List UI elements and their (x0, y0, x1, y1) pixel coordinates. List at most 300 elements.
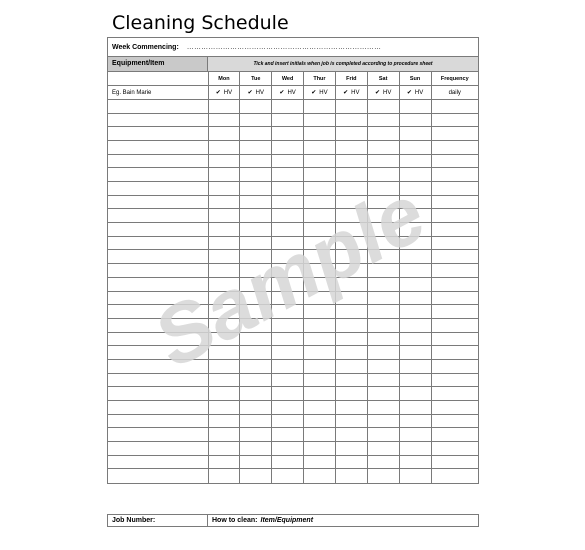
table-row (108, 127, 478, 141)
empty-cell[interactable] (335, 99, 367, 113)
empty-cell[interactable] (272, 277, 304, 291)
empty-cell[interactable] (108, 140, 208, 154)
empty-cell[interactable] (367, 209, 399, 223)
empty-cell[interactable] (240, 332, 272, 346)
empty-cell[interactable] (240, 318, 272, 332)
empty-cell[interactable] (304, 264, 336, 278)
empty-cell[interactable] (108, 277, 208, 291)
initials-text: HV (414, 90, 424, 97)
empty-cell[interactable] (108, 223, 208, 237)
empty-cell[interactable] (272, 195, 304, 209)
empty-cell[interactable] (367, 414, 399, 428)
empty-cell[interactable] (108, 127, 208, 141)
empty-cell[interactable] (240, 223, 272, 237)
empty-cell[interactable] (367, 332, 399, 346)
empty-cell[interactable] (208, 318, 240, 332)
empty-cell[interactable] (399, 168, 431, 182)
empty-cell[interactable] (304, 387, 336, 401)
empty-cell[interactable] (108, 469, 208, 483)
empty-cell[interactable] (304, 414, 336, 428)
empty-cell[interactable] (431, 209, 478, 223)
table-row (108, 455, 478, 469)
empty-cell[interactable] (240, 250, 272, 264)
empty-cell[interactable] (272, 140, 304, 154)
empty-cell[interactable] (272, 99, 304, 113)
empty-cell[interactable] (304, 182, 336, 196)
empty-cell[interactable] (208, 264, 240, 278)
empty-cell[interactable] (272, 442, 304, 456)
empty-cell[interactable] (367, 168, 399, 182)
empty-cell[interactable] (399, 127, 431, 141)
empty-cell[interactable] (399, 264, 431, 278)
empty-cell[interactable] (272, 127, 304, 141)
empty-cell[interactable] (431, 113, 478, 127)
table-row (108, 209, 478, 223)
empty-cell[interactable] (335, 127, 367, 141)
schedule-sheet (107, 37, 479, 484)
week-commencing-field[interactable]: ……………………………………………………………………… (186, 43, 382, 51)
empty-cell[interactable] (208, 455, 240, 469)
empty-cell[interactable] (304, 99, 336, 113)
empty-cell[interactable] (240, 140, 272, 154)
empty-cell[interactable] (399, 236, 431, 250)
day-header-row (108, 72, 478, 86)
empty-cell[interactable] (108, 250, 208, 264)
empty-cell[interactable] (108, 168, 208, 182)
empty-cell[interactable] (304, 332, 336, 346)
empty-cell[interactable] (367, 140, 399, 154)
empty-cell[interactable] (108, 455, 208, 469)
empty-cell[interactable] (367, 154, 399, 168)
empty-cell[interactable] (335, 332, 367, 346)
example-day-cell[interactable] (272, 86, 304, 100)
empty-cell[interactable] (335, 182, 367, 196)
empty-cell[interactable] (335, 291, 367, 305)
empty-cell[interactable] (304, 359, 336, 373)
empty-cell[interactable] (431, 305, 478, 319)
empty-cell[interactable] (335, 414, 367, 428)
example-day-cell[interactable] (304, 86, 336, 100)
footer-row (107, 514, 479, 527)
empty-cell[interactable] (367, 359, 399, 373)
empty-cell[interactable] (399, 387, 431, 401)
empty-cell[interactable] (272, 236, 304, 250)
empty-cell[interactable] (431, 442, 478, 456)
empty-cell[interactable] (367, 127, 399, 141)
empty-cell[interactable] (431, 99, 478, 113)
empty-cell[interactable] (367, 401, 399, 415)
empty-cell[interactable] (272, 209, 304, 223)
table-row (108, 469, 478, 483)
empty-cell[interactable] (399, 195, 431, 209)
empty-cell[interactable] (335, 113, 367, 127)
empty-cell[interactable] (367, 373, 399, 387)
checkmark-icon: ✔ (215, 90, 221, 97)
empty-cell[interactable] (399, 154, 431, 168)
column-header: Tue (240, 72, 272, 86)
empty-cell[interactable] (272, 401, 304, 415)
empty-cell[interactable] (272, 113, 304, 127)
empty-cell[interactable] (367, 236, 399, 250)
empty-cell[interactable] (108, 209, 208, 223)
empty-cell[interactable] (240, 127, 272, 141)
empty-cell[interactable] (367, 305, 399, 319)
empty-cell[interactable] (431, 318, 478, 332)
header-blank-cell (108, 72, 208, 86)
empty-cell[interactable] (304, 223, 336, 237)
empty-cell[interactable] (304, 140, 336, 154)
checkmark-icon: ✔ (406, 90, 412, 97)
empty-cell[interactable] (304, 154, 336, 168)
empty-cell[interactable] (367, 113, 399, 127)
empty-cell[interactable] (304, 373, 336, 387)
empty-cell[interactable] (240, 469, 272, 483)
empty-cell[interactable] (272, 250, 304, 264)
empty-cell[interactable] (240, 264, 272, 278)
empty-cell[interactable] (367, 428, 399, 442)
empty-cell[interactable] (399, 291, 431, 305)
empty-cell[interactable] (431, 455, 478, 469)
empty-cell[interactable] (431, 373, 478, 387)
empty-cell[interactable] (335, 346, 367, 360)
empty-cell[interactable] (240, 305, 272, 319)
empty-cell[interactable] (108, 414, 208, 428)
empty-cell[interactable] (367, 277, 399, 291)
empty-cell[interactable] (304, 469, 336, 483)
empty-cell[interactable] (208, 113, 240, 127)
empty-cell[interactable] (272, 428, 304, 442)
example-day-cell[interactable] (367, 86, 399, 100)
empty-cell[interactable] (431, 414, 478, 428)
empty-cell[interactable] (108, 305, 208, 319)
empty-cell[interactable] (240, 168, 272, 182)
empty-cell[interactable] (367, 291, 399, 305)
empty-cell[interactable] (240, 291, 272, 305)
empty-cell[interactable] (335, 264, 367, 278)
empty-cell[interactable] (208, 154, 240, 168)
empty-cell[interactable] (304, 209, 336, 223)
empty-cell[interactable] (431, 469, 478, 483)
empty-cell[interactable] (399, 455, 431, 469)
empty-cell[interactable] (399, 346, 431, 360)
empty-cell[interactable] (108, 99, 208, 113)
empty-cell[interactable] (272, 168, 304, 182)
empty-cell[interactable] (108, 332, 208, 346)
empty-cell[interactable] (108, 154, 208, 168)
empty-cell[interactable] (240, 209, 272, 223)
empty-cell[interactable] (272, 455, 304, 469)
empty-cell[interactable] (304, 291, 336, 305)
empty-cell[interactable] (240, 442, 272, 456)
empty-cell[interactable] (304, 127, 336, 141)
empty-cell[interactable] (208, 236, 240, 250)
table-row (108, 318, 478, 332)
empty-cell[interactable] (304, 455, 336, 469)
empty-cell[interactable] (272, 332, 304, 346)
empty-cell[interactable] (272, 414, 304, 428)
example-day-cell[interactable] (240, 86, 272, 100)
empty-cell[interactable] (272, 359, 304, 373)
empty-cell[interactable] (208, 332, 240, 346)
empty-cell[interactable] (431, 359, 478, 373)
instruction-text: Tick and insert initials when job is completed according to procedure sheet (208, 57, 478, 71)
empty-cell[interactable] (208, 428, 240, 442)
empty-cell[interactable] (304, 428, 336, 442)
empty-cell[interactable] (431, 195, 478, 209)
empty-cell[interactable] (208, 387, 240, 401)
empty-cell[interactable] (208, 442, 240, 456)
empty-cell[interactable] (208, 291, 240, 305)
table-row (108, 195, 478, 209)
empty-cell[interactable] (240, 455, 272, 469)
column-header: Frid (335, 72, 367, 86)
empty-cell[interactable] (240, 236, 272, 250)
empty-cell[interactable] (335, 442, 367, 456)
empty-cell[interactable] (399, 99, 431, 113)
empty-cell[interactable] (240, 387, 272, 401)
empty-cell[interactable] (304, 250, 336, 264)
empty-cell[interactable] (367, 387, 399, 401)
empty-cell[interactable] (367, 318, 399, 332)
empty-cell[interactable] (108, 346, 208, 360)
empty-cell[interactable] (335, 195, 367, 209)
empty-cell[interactable] (108, 318, 208, 332)
empty-cell[interactable] (208, 414, 240, 428)
example-item[interactable]: Eg. Bain Marie (108, 86, 208, 100)
empty-cell[interactable] (240, 113, 272, 127)
checkmark-icon: ✔ (374, 90, 380, 97)
example-day-cell[interactable] (208, 86, 240, 100)
empty-cell[interactable] (399, 223, 431, 237)
empty-cell[interactable] (240, 359, 272, 373)
empty-cell[interactable] (335, 154, 367, 168)
empty-cell[interactable] (208, 469, 240, 483)
week-commencing-label: Week Commencing: (112, 43, 179, 51)
empty-cell[interactable] (108, 291, 208, 305)
empty-cell[interactable] (335, 401, 367, 415)
table-row (108, 387, 478, 401)
table-row (108, 373, 478, 387)
empty-cell[interactable] (431, 291, 478, 305)
empty-cell[interactable] (431, 154, 478, 168)
empty-cell[interactable] (431, 264, 478, 278)
empty-cell[interactable] (335, 305, 367, 319)
empty-cell[interactable] (304, 401, 336, 415)
empty-cell[interactable] (108, 359, 208, 373)
empty-cell[interactable] (431, 236, 478, 250)
empty-cell[interactable] (399, 332, 431, 346)
empty-cell[interactable] (272, 387, 304, 401)
column-header: Thur (304, 72, 336, 86)
empty-cell[interactable] (272, 318, 304, 332)
empty-cell[interactable] (272, 373, 304, 387)
empty-cell[interactable] (108, 195, 208, 209)
example-day-cell[interactable] (335, 86, 367, 100)
empty-cell[interactable] (108, 442, 208, 456)
empty-cell[interactable] (272, 291, 304, 305)
empty-cell[interactable] (208, 168, 240, 182)
empty-cell[interactable] (367, 195, 399, 209)
example-frequency[interactable]: daily (431, 86, 478, 100)
empty-cell[interactable] (399, 250, 431, 264)
empty-cell[interactable] (431, 250, 478, 264)
empty-cell[interactable] (208, 127, 240, 141)
empty-cell[interactable] (367, 250, 399, 264)
empty-cell[interactable] (399, 414, 431, 428)
how-to-clean-text: How to clean: (212, 517, 258, 524)
empty-cell[interactable] (208, 401, 240, 415)
empty-cell[interactable] (272, 264, 304, 278)
sample-watermark: Sample (139, 167, 440, 386)
empty-cell[interactable] (272, 469, 304, 483)
empty-cell[interactable] (335, 250, 367, 264)
empty-cell[interactable] (108, 264, 208, 278)
empty-cell[interactable] (335, 209, 367, 223)
example-day-cell[interactable] (399, 86, 431, 100)
empty-cell[interactable] (208, 140, 240, 154)
empty-cell[interactable] (240, 414, 272, 428)
empty-cell[interactable] (431, 223, 478, 237)
empty-cell[interactable] (108, 236, 208, 250)
empty-cell[interactable] (272, 154, 304, 168)
empty-cell[interactable] (335, 373, 367, 387)
empty-cell[interactable] (431, 127, 478, 141)
empty-cell[interactable] (208, 182, 240, 196)
empty-cell[interactable] (240, 154, 272, 168)
column-header: Mon (208, 72, 240, 86)
empty-cell[interactable] (272, 182, 304, 196)
empty-cell[interactable] (431, 168, 478, 182)
empty-cell[interactable] (208, 195, 240, 209)
empty-cell[interactable] (335, 168, 367, 182)
empty-cell[interactable] (108, 428, 208, 442)
empty-cell[interactable] (304, 305, 336, 319)
empty-cell[interactable] (240, 277, 272, 291)
empty-cell[interactable] (399, 442, 431, 456)
empty-cell[interactable] (367, 264, 399, 278)
empty-cell[interactable] (208, 373, 240, 387)
table-row (108, 346, 478, 360)
empty-cell[interactable] (304, 236, 336, 250)
empty-cell[interactable] (272, 305, 304, 319)
table-row (108, 168, 478, 182)
example-row (108, 86, 478, 100)
empty-cell[interactable] (304, 442, 336, 456)
empty-cell[interactable] (335, 236, 367, 250)
empty-cell[interactable] (431, 332, 478, 346)
empty-cell[interactable] (335, 469, 367, 483)
schedule-grid (108, 72, 478, 483)
empty-cell[interactable] (208, 277, 240, 291)
empty-cell[interactable] (335, 387, 367, 401)
empty-cell[interactable] (399, 401, 431, 415)
empty-cell[interactable] (367, 469, 399, 483)
empty-cell[interactable] (208, 305, 240, 319)
empty-cell[interactable] (367, 346, 399, 360)
empty-cell[interactable] (240, 346, 272, 360)
empty-cell[interactable] (304, 318, 336, 332)
empty-cell[interactable] (431, 182, 478, 196)
table-row (108, 401, 478, 415)
empty-cell[interactable] (240, 401, 272, 415)
empty-cell[interactable] (108, 373, 208, 387)
empty-cell[interactable] (431, 140, 478, 154)
empty-cell[interactable] (240, 99, 272, 113)
initials-text: HV (255, 90, 264, 97)
empty-cell[interactable] (399, 305, 431, 319)
empty-cell[interactable] (108, 401, 208, 415)
empty-cell[interactable] (208, 346, 240, 360)
empty-cell[interactable] (367, 455, 399, 469)
empty-cell[interactable] (399, 209, 431, 223)
empty-cell[interactable] (335, 428, 367, 442)
empty-cell[interactable] (108, 387, 208, 401)
empty-cell[interactable] (335, 277, 367, 291)
empty-cell[interactable] (399, 182, 431, 196)
empty-cell[interactable] (304, 168, 336, 182)
empty-cell[interactable] (431, 277, 478, 291)
empty-cell[interactable] (399, 277, 431, 291)
empty-cell[interactable] (304, 195, 336, 209)
empty-cell[interactable] (208, 99, 240, 113)
empty-cell[interactable] (399, 140, 431, 154)
empty-cell[interactable] (431, 387, 478, 401)
empty-cell[interactable] (304, 346, 336, 360)
how-to-clean-label (208, 515, 478, 526)
empty-cell[interactable] (399, 428, 431, 442)
empty-cell[interactable] (431, 401, 478, 415)
empty-cell[interactable] (208, 359, 240, 373)
empty-cell[interactable] (367, 442, 399, 456)
item-equipment-text: Item/Equipment (260, 517, 314, 524)
column-header: Sat (367, 72, 399, 86)
empty-cell[interactable] (208, 223, 240, 237)
empty-cell[interactable] (431, 428, 478, 442)
checkmark-icon: ✔ (279, 90, 285, 97)
empty-cell[interactable] (335, 318, 367, 332)
empty-cell[interactable] (431, 346, 478, 360)
empty-cell[interactable] (399, 318, 431, 332)
empty-cell[interactable] (240, 428, 272, 442)
empty-cell[interactable] (272, 346, 304, 360)
empty-cell[interactable] (208, 250, 240, 264)
empty-cell[interactable] (335, 140, 367, 154)
empty-cell[interactable] (399, 359, 431, 373)
empty-cell[interactable] (304, 277, 336, 291)
table-row (108, 305, 478, 319)
empty-cell[interactable] (108, 113, 208, 127)
empty-cell[interactable] (335, 455, 367, 469)
empty-cell[interactable] (367, 223, 399, 237)
empty-cell[interactable] (240, 182, 272, 196)
empty-cell[interactable] (399, 113, 431, 127)
empty-cell[interactable] (399, 373, 431, 387)
empty-cell[interactable] (304, 113, 336, 127)
empty-cell[interactable] (240, 195, 272, 209)
empty-cell[interactable] (399, 469, 431, 483)
empty-cell[interactable] (272, 223, 304, 237)
empty-cell[interactable] (367, 99, 399, 113)
empty-cell[interactable] (108, 182, 208, 196)
checkmark-icon: ✔ (311, 90, 317, 97)
empty-cell[interactable] (208, 209, 240, 223)
empty-cell[interactable] (335, 359, 367, 373)
empty-cell[interactable] (335, 223, 367, 237)
empty-cell[interactable] (240, 373, 272, 387)
initials-text: HV (382, 90, 392, 97)
empty-cell[interactable] (367, 182, 399, 196)
column-header: Frequency (431, 72, 478, 86)
